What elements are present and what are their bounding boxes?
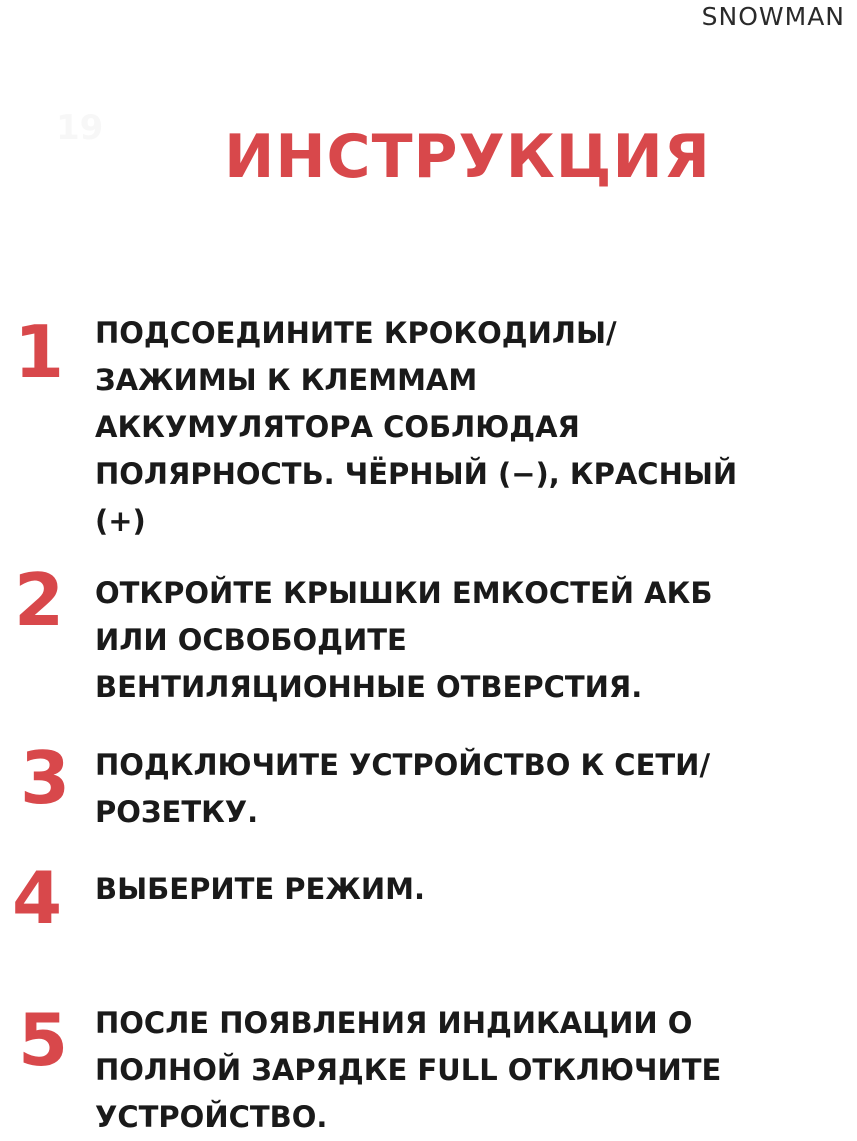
step-number: 1: [14, 310, 65, 394]
page-title: ИНСТРУКЦИЯ: [224, 122, 711, 192]
page-number: 19: [56, 108, 104, 148]
step-text: ПОДСОЕДИНИТЕ КРОКОДИЛЫ/ ЗАЖИМЫ К КЛЕММАМ АККУМУЛЯТОРА СОБЛЮДАЯ ПОЛЯРНОСТЬ. ЧЁРНЫЙ (−), КРАСНЫЙ (+): [95, 316, 738, 538]
brand-logo: SNOWMAN: [701, 2, 845, 31]
step-number: 4: [12, 856, 63, 940]
step-text: ВЫБЕРИТЕ РЕЖИМ.: [95, 872, 425, 906]
step-text: ОТКРОЙТЕ КРЫШКИ ЕМКОСТЕЙ АКБ ИЛИ ОСВОБОДИТЕ ВЕНТИЛЯЦИОННЫЕ ОТВЕРСТИЯ.: [95, 576, 713, 704]
step-number: 3: [20, 736, 71, 820]
step-text: ПОСЛЕ ПОЯВЛЕНИЯ ИНДИКАЦИИ О ПОЛНОЙ ЗАРЯДКЕ FULL ОТКЛЮЧИТЕ УСТРОЙСТВО.: [95, 1006, 722, 1134]
step-text: ПОДКЛЮЧИТЕ УСТРОЙСТВО К СЕТИ/ РОЗЕТКУ.: [95, 748, 711, 829]
step-number: 2: [14, 558, 65, 642]
step-number: 5: [18, 998, 69, 1082]
